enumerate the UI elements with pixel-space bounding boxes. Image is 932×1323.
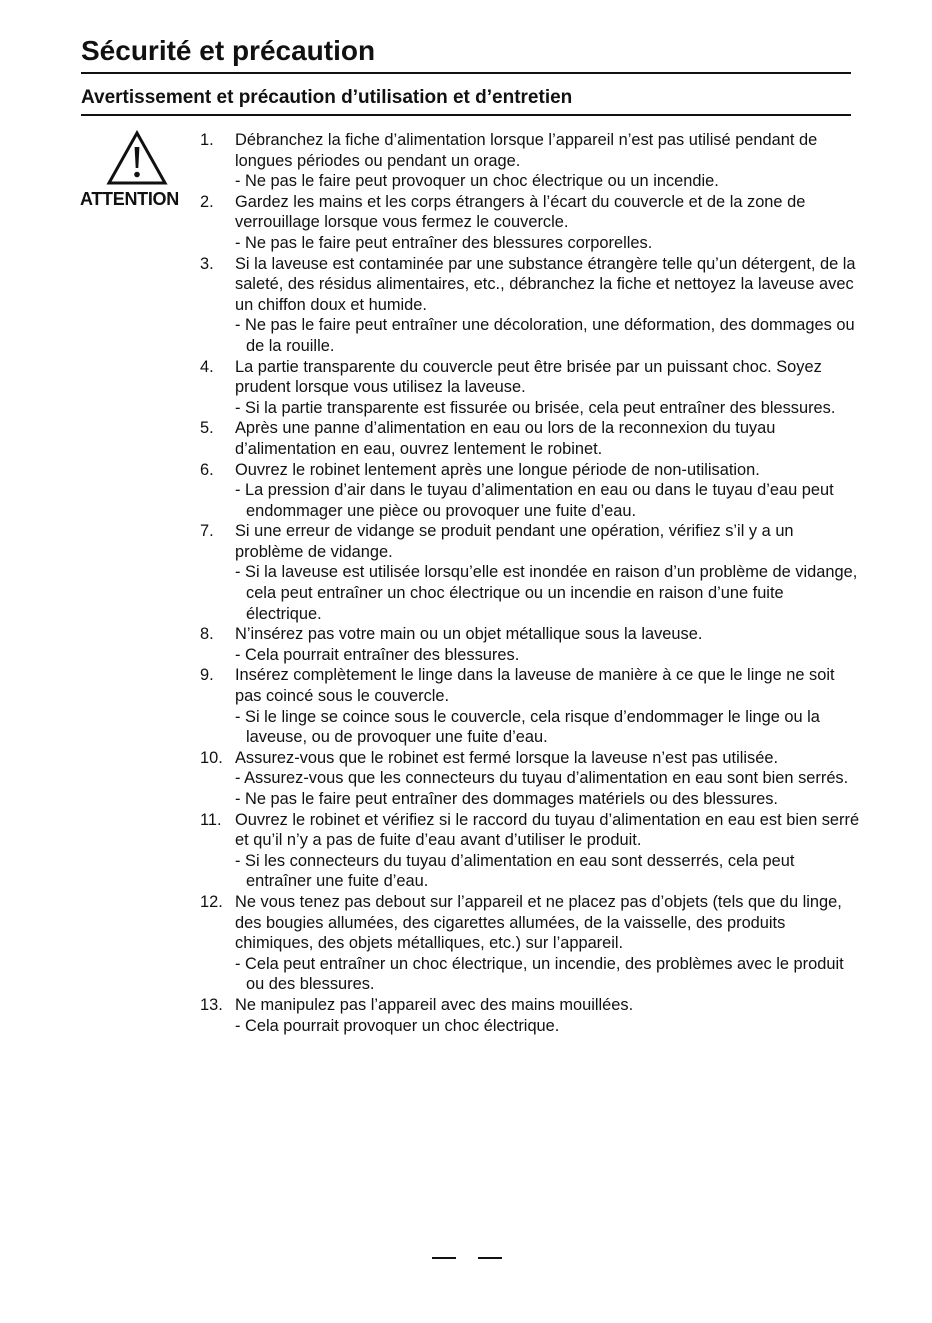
precaution-item (200, 460, 860, 522)
item-note: - Ne pas le faire peut provoquer un choc électrique ou un incendie. (235, 172, 719, 191)
item-text: Débranchez la fiche d’alimentation lorsque l’appareil n’est pas utilisé pendant de longues périodes ou pendant un orage. (235, 131, 818, 170)
precaution-item (200, 357, 860, 419)
precaution-item (200, 130, 860, 192)
item-text: La partie transparente du couvercle peut être brisée par un puissant choc. Soyez prudent lorsque vous utilisez la laveuse. (235, 357, 822, 397)
item-note: - Si les connecteurs du tuyau d’alimentation en eau sont desserrés, cela peut entraîner une fuite d’eau. (235, 851, 795, 891)
footer-dash (432, 1257, 456, 1259)
item-note: - Ne pas le faire peut entraîner des blessures corporelles. (235, 233, 653, 252)
item-number: 9. (200, 666, 214, 685)
item-number: 7. (200, 522, 214, 541)
item-number: 10. (200, 748, 223, 767)
item-number: 13. (200, 995, 223, 1014)
item-note: - Cela pourrait provoquer un choc électrique. (235, 1016, 560, 1035)
item-note: - La pression d’air dans le tuyau d’alimentation en eau ou dans le tuyau d’eau peut endommager une pièce ou provoquer une fuite d’eau. (235, 481, 834, 520)
item-number: 1. (200, 131, 214, 149)
item-number: 4. (200, 357, 214, 376)
precaution-item (200, 810, 860, 892)
item-text: N’insérez pas votre main ou un objet métallique sous la laveuse. (235, 625, 703, 644)
precaution-item (200, 254, 860, 357)
item-text: Ouvrez le robinet et vérifiez si le raccord du tuyau d’alimentation en eau est bien serré et qu’il n’y a pas de fuite d’eau avant d’utiliser le produit. (235, 810, 860, 850)
item-number: 6. (200, 460, 214, 479)
item-number: 12. (200, 892, 223, 911)
item-text: Après une panne d’alimentation en eau ou lors de la reconnexion du tuyau d’alimentation en eau, ouvrez lentement le robinet. (235, 419, 776, 458)
section-title: Avertissement et précaution d’utilisation et d’entretien (81, 87, 573, 108)
item-note: - Cela peut entraîner un choc électrique, un incendie, des problèmes avec le produit ou des blessures. (235, 954, 844, 994)
warning-triangle-icon (106, 130, 168, 186)
item-note: - Ne pas le faire peut entraîner une décoloration, une déformation, des dommages ou de la rouille. (235, 316, 855, 355)
item-number: 3. (200, 254, 214, 273)
precaution-item (200, 995, 860, 1036)
attention-label: ATTENTION (80, 189, 179, 209)
item-text: Ouvrez le robinet lentement après une longue période de non-utilisation. (235, 460, 760, 479)
precaution-item (200, 748, 860, 810)
item-number: 11. (200, 810, 222, 829)
page-number-marks (432, 1257, 502, 1261)
precaution-item (200, 418, 860, 459)
item-text: Si une erreur de vidange se produit pendant une opération, vérifiez s’il y a un problème de vidange. (235, 522, 794, 561)
item-note: - Si la partie transparente est fissurée ou brisée, cela peut entraîner des blessures. (235, 398, 836, 417)
item-note: - Si le linge se coince sous le couvercle, cela risque d’endommager le linge ou la laveuse, ou de provoquer une fuite d’eau. (235, 707, 820, 747)
section-divider (81, 114, 851, 116)
title-divider (81, 72, 851, 74)
item-note: - Ne pas le faire peut entraîner des dommages matériels ou des blessures. (235, 790, 778, 808)
item-text: Ne vous tenez pas debout sur l’appareil et ne placez pas d’objets (tels que du linge, des bougies allumées, des cigarettes allumées, de la vaisselle, des produits chimiques, des objets métalliques, etc.) sur l’appareil. (235, 892, 842, 953)
item-note: - Cela pourrait entraîner des blessures. (235, 645, 520, 664)
page-title: Sécurité et précaution (81, 35, 376, 66)
item-number: 5. (200, 419, 214, 438)
precaution-item (200, 192, 860, 254)
item-note: - Si la laveuse est utilisée lorsqu’elle est inondée en raison d’un problème de vidange, cela peut entraîner un choc électrique ou un incendie en raison d’une fuite électrique. (235, 563, 858, 623)
precaution-item (200, 892, 860, 995)
item-text: Insérez complètement le linge dans la laveuse de manière à ce que le linge ne soit pas coincé sous le couvercle. (235, 666, 835, 706)
item-text: Ne manipulez pas l’appareil avec des mains mouillées. (235, 995, 634, 1014)
item-note: - Assurez-vous que les connecteurs du tuyau d’alimentation en eau sont bien serrés. (235, 769, 849, 788)
precaution-item (200, 624, 860, 665)
precaution-item (200, 665, 860, 747)
item-text: Gardez les mains et les corps étrangers à l’écart du couvercle et de la zone de verrouillage lorsque vous fermez le couvercle. (235, 192, 806, 232)
footer-dash (478, 1257, 502, 1259)
precaution-list (200, 130, 860, 1036)
item-number: 8. (200, 625, 214, 644)
precaution-item (200, 521, 860, 624)
item-text: Assurez-vous que le robinet est fermé lorsque la laveuse n’est pas utilisée. (235, 748, 778, 767)
item-text: Si la laveuse est contaminée par une substance étrangère telle qu’un détergent, de la saleté, des résidus alimentaires, etc., débranchez la fiche et nettoyez la laveuse avec un chiffon doux et humide. (235, 254, 856, 314)
item-number: 2. (200, 192, 214, 211)
